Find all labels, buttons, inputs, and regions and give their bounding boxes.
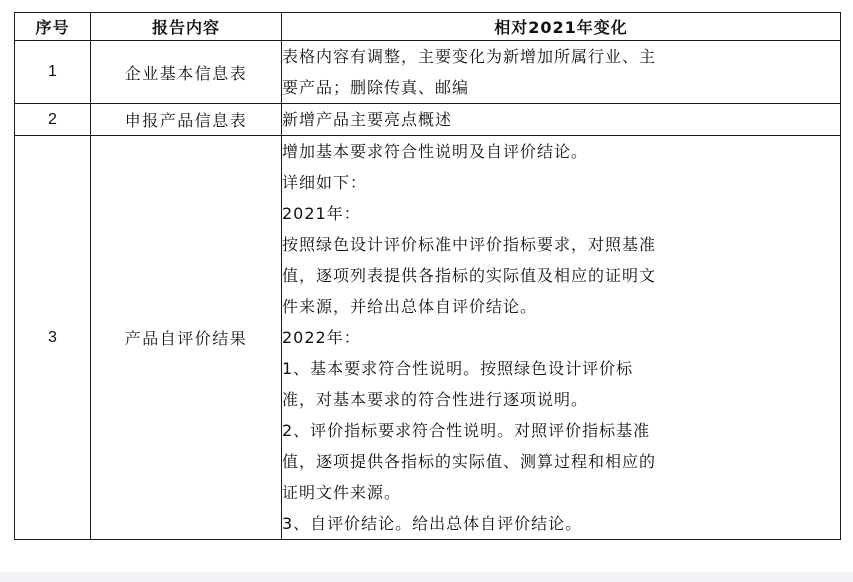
change-line: 详细如下： (282, 173, 368, 192)
row-report-item: 企业基本信息表 (91, 41, 282, 104)
change-line: 2022年： (282, 328, 361, 347)
change-line: 表格内容有调整，主要变化为新增加所属行业、主 (282, 47, 657, 66)
change-line: 增加基本要求符合性说明及自评价结论。 (282, 142, 589, 161)
change-line: 要产品；删除传真、邮编 (282, 78, 470, 97)
change-line: 按照绿色设计评价标准中评价指标要求，对照基准 (282, 235, 657, 254)
change-line: 值，逐项列表提供各指标的实际值及相应的证明文 (282, 266, 657, 285)
document (14, 12, 840, 540)
row-number: 3 (15, 136, 91, 540)
row-change-description (282, 41, 841, 104)
change-line: 1、基本要求符合性说明。按照绿色设计评价标 (282, 359, 634, 378)
table-row (15, 136, 841, 540)
table-header-row (15, 13, 841, 41)
change-line: 件来源，并给出总体自评价结论。 (282, 297, 538, 316)
row-change-description (282, 104, 841, 136)
table-row (15, 41, 841, 104)
change-line: 新增产品主要亮点概述 (282, 110, 453, 129)
bottom-edge-strip (0, 572, 853, 582)
change-line: 2、评价指标要求符合性说明。对照评价指标基准 (282, 421, 651, 440)
comparison-table (14, 12, 841, 540)
change-line: 证明文件来源。 (282, 483, 402, 502)
header-report-content: 报告内容 (91, 13, 282, 41)
row-report-item: 产品自评价结果 (91, 136, 282, 540)
change-line: 值，逐项提供各指标的实际值、测算过程和相应的 (282, 452, 657, 471)
row-change-description (282, 136, 841, 540)
row-report-item: 申报产品信息表 (91, 104, 282, 136)
header-change-vs-2021: 相对2021年变化 (282, 13, 841, 41)
header-serial-number: 序号 (15, 13, 91, 41)
change-line: 准，对基本要求的符合性进行逐项说明。 (282, 390, 589, 409)
change-line: 3、自评价结论。给出总体自评价结论。 (282, 514, 583, 533)
row-number: 2 (15, 104, 91, 136)
change-line: 2021年： (282, 204, 361, 223)
row-number: 1 (15, 41, 91, 104)
table-row (15, 104, 841, 136)
